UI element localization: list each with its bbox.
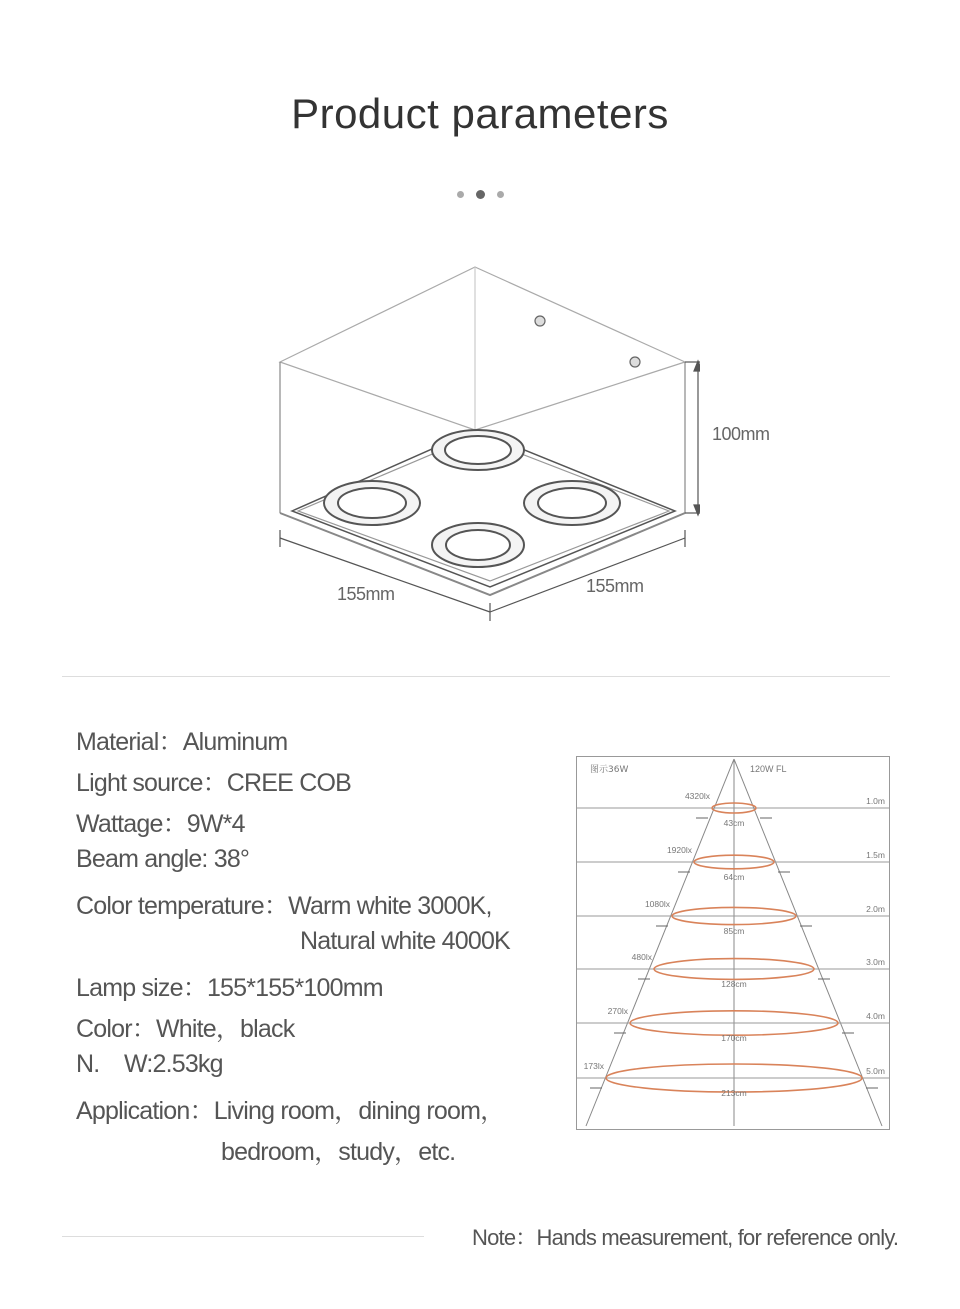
page-title: Product parameters [291,90,669,137]
beam-distance-label: 1.0m [866,796,885,806]
beam-distance-label: 2.0m [866,904,885,914]
beam-distance-label: 5.0m [866,1066,885,1076]
product-drawing [260,255,700,625]
beam-distance-label: 3.0m [866,957,885,967]
beam-lux-label: 1080lx [644,899,670,909]
beam-lux-label: 270lx [607,1006,628,1016]
spec-application: Application：Living room，dining room， [76,1097,505,1125]
spec-material: Material：Aluminum [76,728,288,756]
spec-light-source: Light source：CREE COB [76,769,351,797]
beam-diameter-label: 43cm [723,818,745,828]
width-right-dimension-label: 155mm [586,576,644,596]
beam-diameter-label: 170cm [721,1033,747,1043]
height-dimension-label: 100mm [712,424,770,444]
carousel-dot[interactable] [457,191,464,198]
beam-diameter-label: 85cm [723,926,745,936]
carousel-dot[interactable] [497,191,504,198]
beam-header-right: 120W FL [750,764,787,774]
spec-lamp-size: Lamp size：155*155*100mm [76,974,383,1002]
section-divider [62,676,890,677]
width-left-dimension-label: 155mm [337,584,395,604]
beam-distance-label: 1.5m [866,850,885,860]
beam-diameter-label: 64cm [723,872,745,882]
spec-application-cont: bedroom，study，etc. [221,1138,456,1166]
spec-net-weight: N. W:2.53kg [76,1050,223,1078]
footer-divider [62,1236,424,1237]
beam-diameter-label: 213cm [721,1088,747,1098]
beam-lux-label: 173lx [583,1061,604,1071]
footer-note [472,1221,898,1252]
beam-lux-label: 480lx [631,952,652,962]
beam-distance-label: 4.0m [866,1011,885,1021]
note-text: Hands measurement, for reference only. [536,1225,899,1250]
beam-header-left: 图示36W [590,765,629,775]
beam-illuminance-diagram [576,756,890,1130]
beam-lux-label: 4320lx [684,791,710,801]
carousel-dot-active[interactable] [476,190,485,199]
spec-color-temperature: Color temperature：Warm white 3000K, [76,892,492,920]
carousel-dots [0,186,960,204]
beam-lux-label: 1920lx [666,845,692,855]
spec-wattage: Wattage：9W*4 [76,810,245,838]
note-label: Note： [472,1225,537,1250]
spec-color-temperature-cont: Natural white 4000K [300,927,510,955]
beam-diameter-label: 128cm [721,979,747,989]
spec-color: Color：White，black [76,1015,295,1043]
spec-beam-angle: Beam angle: 38° [76,845,250,873]
